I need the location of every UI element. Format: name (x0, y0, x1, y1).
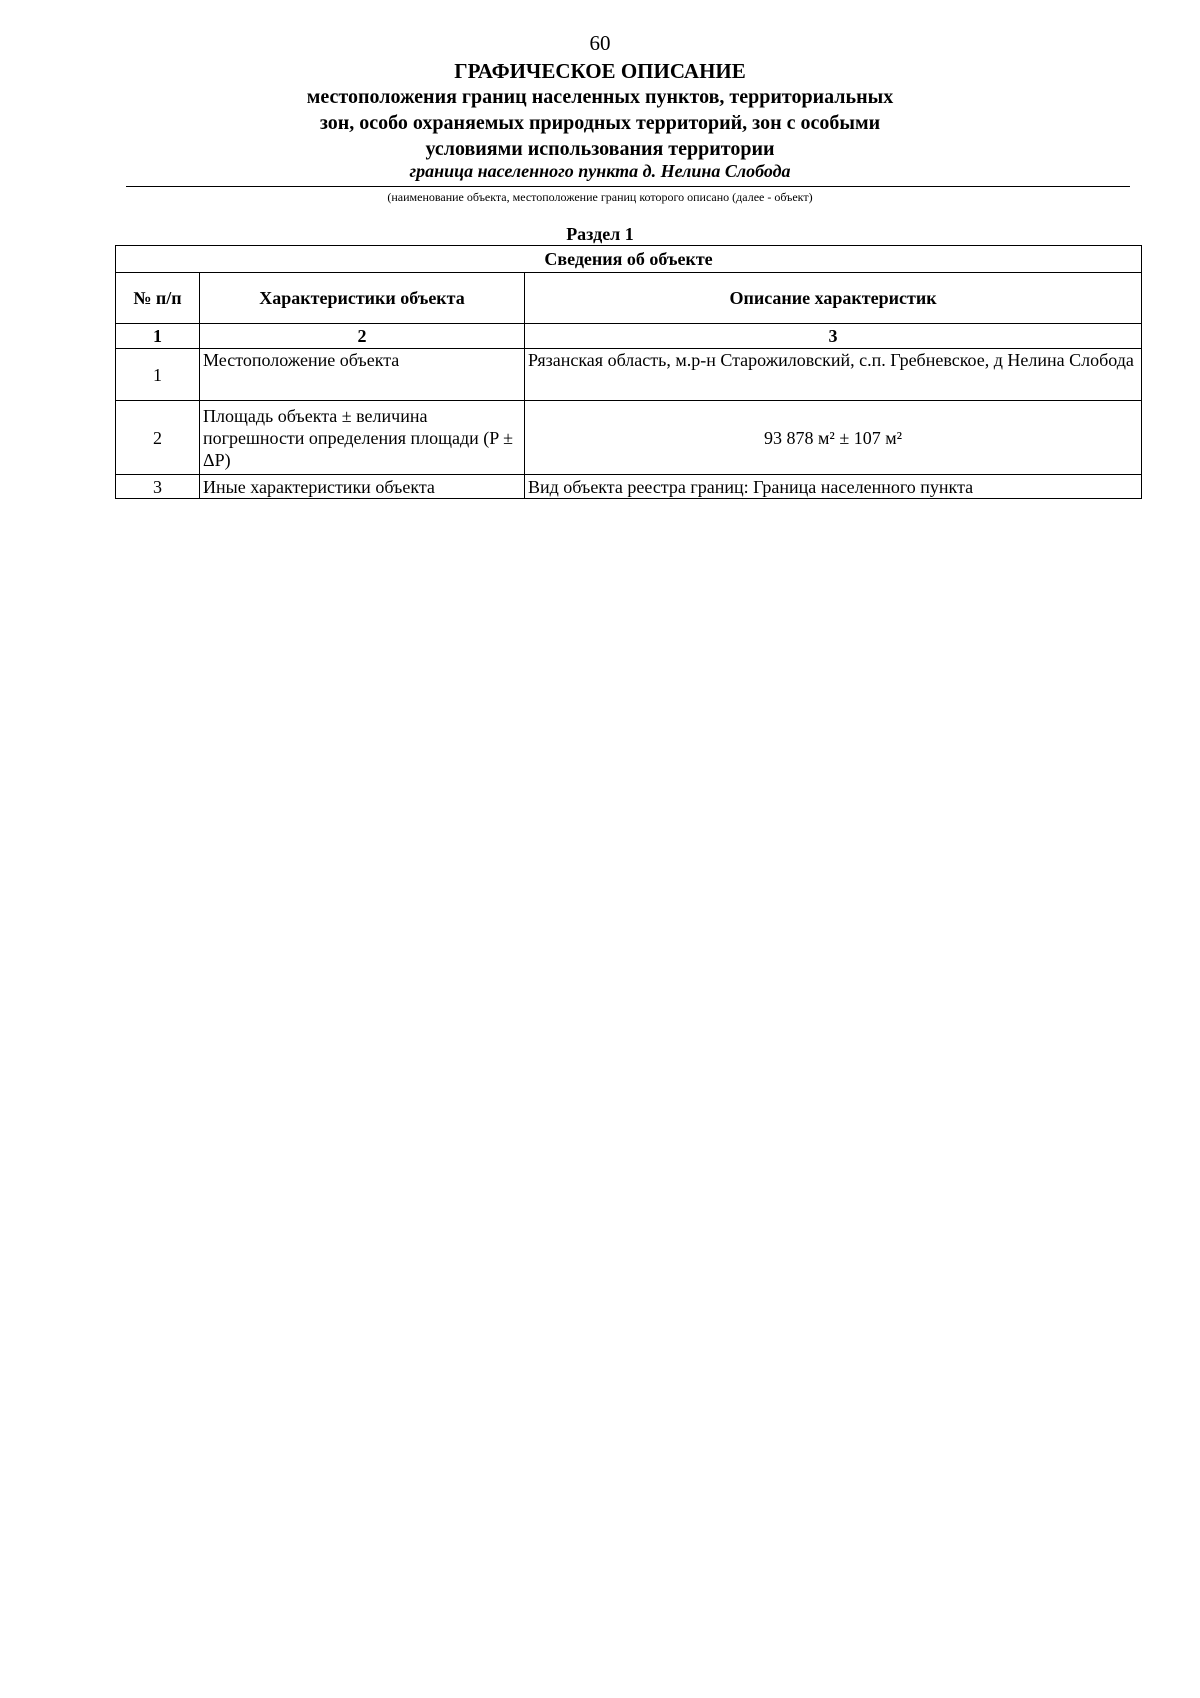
row-number: 1 (116, 349, 200, 401)
index-cell-2: 2 (200, 324, 525, 349)
index-cell-3: 3 (525, 324, 1142, 349)
index-cell-1: 1 (116, 324, 200, 349)
object-name-underline (126, 186, 1130, 187)
row-characteristic: Площадь объекта ± величина погрешности определения площади (P ± ΔP) (200, 401, 525, 475)
table-index-row (116, 324, 1142, 349)
table-caption: Сведения об объекте (116, 246, 1142, 273)
document-heading (0, 58, 1200, 162)
row-description: 93 878 м² ± 107 м² (525, 401, 1142, 475)
row-description: Вид объекта реестра границ: Граница населенного пункта (525, 475, 1142, 499)
row-characteristic: Местоположение объекта (200, 349, 525, 401)
row-description: Рязанская область, м.р-н Старожиловский, с.п. Гребневское, д Нелина Слобода (525, 349, 1142, 401)
table-row (116, 401, 1142, 475)
header-number: № п/п (116, 273, 200, 324)
object-name: граница населенного пункта д. Нелина Слобода (409, 161, 791, 181)
page-number: 60 (589, 31, 611, 55)
document-title: ГРАФИЧЕСКОЕ ОПИСАНИЕ (454, 59, 746, 83)
row-number: 2 (116, 401, 200, 475)
object-name-caption: (наименование объекта, местоположение границ которого описано (далее - объект) (387, 190, 813, 204)
table-row (116, 349, 1142, 401)
document-subtitle-line-3: условиями использования территории (425, 138, 775, 160)
header-characteristics: Характеристики объекта (200, 273, 525, 324)
header-description: Описание характеристик (525, 273, 1142, 324)
section-title: Раздел 1 (566, 224, 634, 244)
row-number: 3 (116, 475, 200, 499)
object-info-table (115, 245, 1142, 499)
document-subtitle-line-1: местоположения границ населенных пунктов, территориальных (306, 86, 894, 108)
document-subtitle-line-2: зон, особо охраняемых природных территорий, зон с особыми (319, 112, 881, 134)
row-characteristic: Иные характеристики объекта (200, 475, 525, 499)
table-caption-row (116, 246, 1142, 273)
table-header-row (116, 273, 1142, 324)
table-row (116, 475, 1142, 499)
